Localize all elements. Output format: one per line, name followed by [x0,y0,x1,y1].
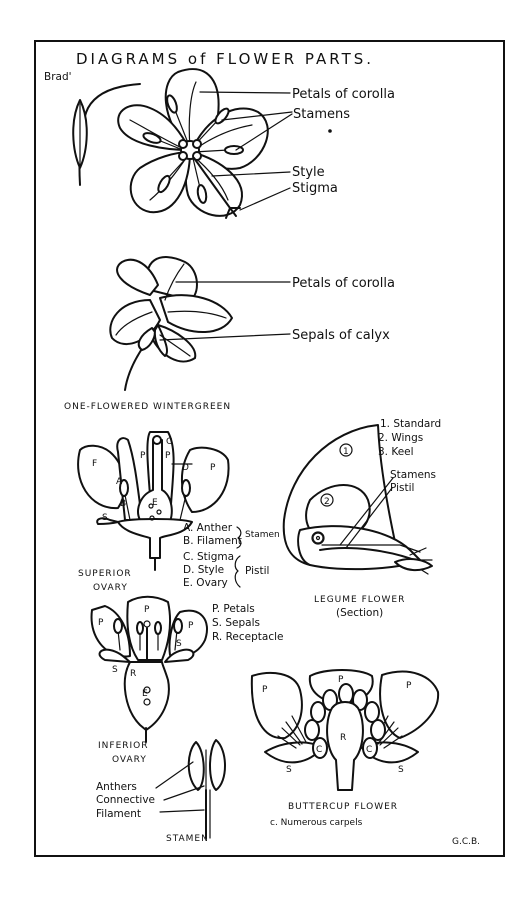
wintergreen-petals-label: Petals of corolla [292,276,395,291]
letter-b: B [120,499,127,509]
stigma-label: Stigma [292,181,338,196]
legume-key-standard: 1. Standard [380,418,442,430]
buttercup-letter-r: R [340,733,347,743]
inferior-key-sepals: S. Sepals [212,617,260,629]
buttercup-letter-s2: S [398,765,404,775]
bract-label: Brad' [44,71,72,83]
letter-p2: P [165,451,171,461]
inferior-letter-p1: P [98,618,104,628]
key-pistil: Pistil [245,565,270,577]
key-style: D. Style [183,564,225,576]
letter-d: D [182,463,189,473]
key-stamen: Stamen [245,530,280,540]
legume-caption: LEGUME FLOWER [314,595,406,605]
buttercup-letter-c1: C [316,745,323,755]
letter-p1: P [140,451,146,461]
letter-f: F [92,459,98,469]
key-anther: A. Anther [183,522,233,534]
inferior-letter-p3: P [188,621,194,631]
legume-caption-sub: (Section) [336,607,384,619]
connective-label: Connective [96,794,156,806]
letter-p3: P [210,463,216,473]
inferior-letter-p2: P [144,605,150,615]
legume-pistil-label: Pistil [390,482,415,494]
inferior-key-petals: P. Petals [212,603,255,615]
page-title: DIAGRAMS of FLOWER PARTS. [76,50,375,68]
artist-signature: G.C.B. [452,837,481,847]
letter-a: A [116,477,123,487]
key-ovary: E. Ovary [183,577,228,589]
key-filament: B. Filament [183,535,242,547]
buttercup-letter-p1: P [262,685,268,695]
letter-e: E [152,498,158,508]
inferior-letter-s1: S [112,665,118,675]
legume-num-2: 2 [324,497,330,507]
figure-legume-flower [284,418,441,619]
buttercup-sub: c. Numerous carpels [270,818,363,828]
sepals-label: Sepals of calyx [292,328,390,343]
stamens-label: Stamens [293,107,350,122]
buttercup-letter-s1: S [286,765,292,775]
figure-wintergreen [64,257,395,412]
filament-label: Filament [96,808,142,820]
legume-num-1: 1 [343,447,349,457]
superior-caption-2: OVARY [93,583,128,593]
letter-c: C [166,437,173,447]
figure-superior-ovary [78,432,280,593]
buttercup-letter-p3: P [406,681,412,691]
buttercup-letter-p2: P [338,675,344,685]
inferior-caption-2: OVARY [112,755,147,765]
buttercup-letter-c2: C [366,745,373,755]
wintergreen-caption: ONE-FLOWERED WINTERGREEN [64,402,232,412]
inferior-letter-r: R [130,669,137,679]
stamen-caption: STAMEN [166,834,209,844]
figure-flower-top-view [44,69,395,218]
legume-stamens-label: Stamens [390,469,437,481]
inferior-caption-1: INFERIOR [98,741,149,751]
style-label: Style [292,165,325,180]
letter-s: S [102,513,108,523]
legume-key-wings: 2. Wings [378,432,424,444]
superior-caption-1: SUPERIOR [78,569,132,579]
figure-buttercup [252,670,438,828]
anthers-label: Anthers [96,781,137,793]
key-stigma: C. Stigma [183,551,235,563]
inferior-letter-s2: S [176,639,182,649]
inferior-letter-e: E [142,689,148,699]
buttercup-caption: BUTTERCUP FLOWER [288,802,399,812]
inferior-key-receptacle: R. Receptacle [212,631,284,643]
petals-label: Petals of corolla [292,87,395,102]
legume-key-keel: 3. Keel [378,446,414,458]
